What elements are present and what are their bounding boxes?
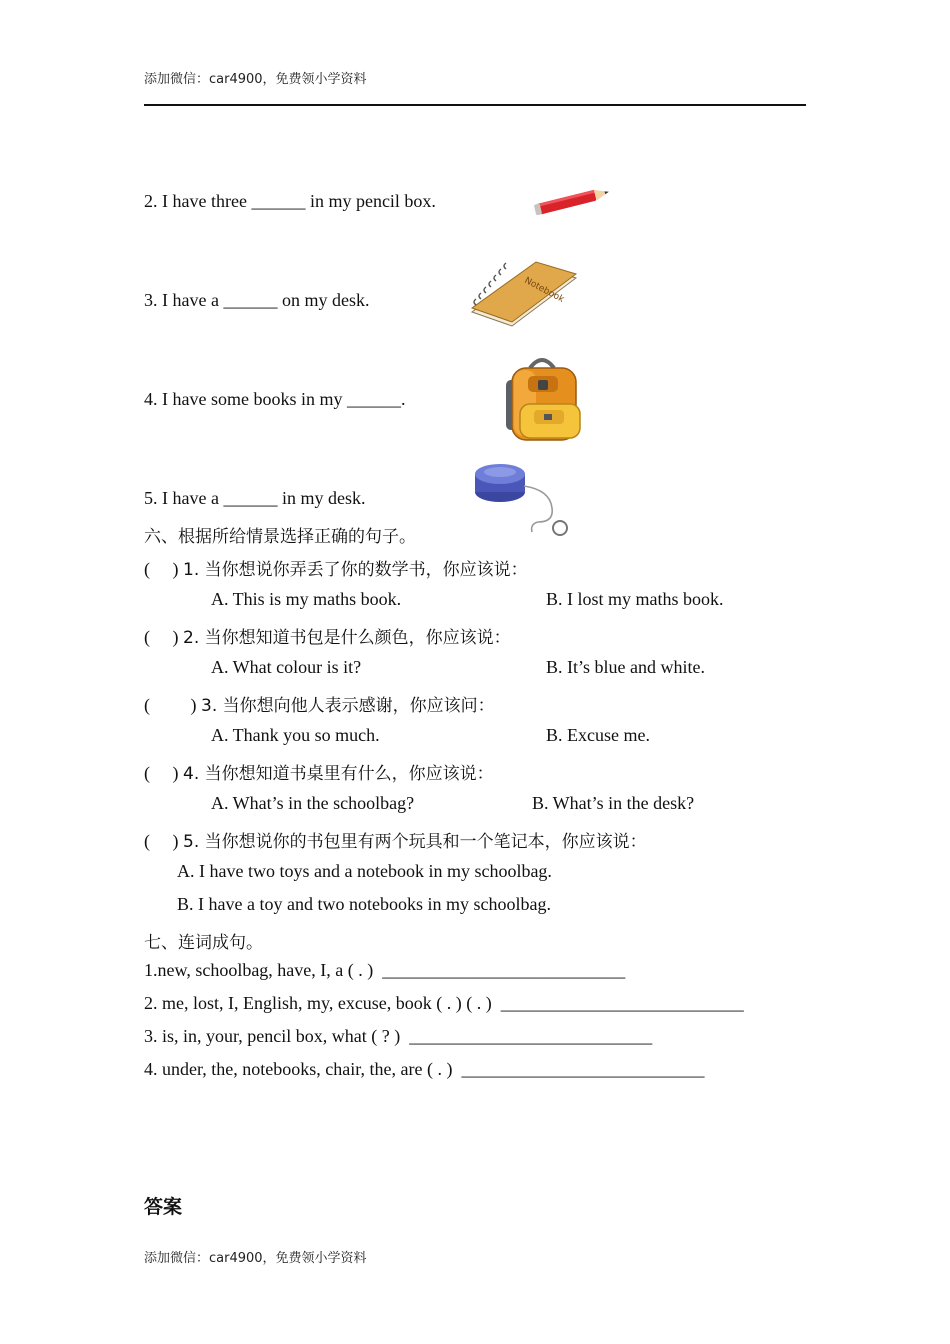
question-prompt: 1. 当你想说你弄丢了你的数学书，你应该说：: [183, 560, 528, 580]
question-3: [144, 691, 495, 716]
question-2: [144, 623, 511, 648]
section7-title: 七、连词成句。: [144, 933, 263, 953]
answer-blank[interactable]: ( ): [144, 695, 197, 715]
option-b[interactable]: B. It’s blue and white.: [546, 657, 705, 677]
reorder-sentence-2[interactable]: 2. me, lost, I, English, my, excuse, book ( . ) ( . ) ___________________________: [144, 993, 744, 1013]
option-b[interactable]: B. I have a toy and two notebooks in my schoolbag.: [177, 894, 551, 914]
option-b[interactable]: B. Excuse me.: [546, 725, 650, 745]
fill-in-sentence-2: 2. I have three ______ in my pencil box.: [144, 191, 436, 211]
answer-blank[interactable]: ( ): [144, 831, 179, 851]
question-prompt: 5. 当你想说你的书包里有两个玩具和一个笔记本，你应该说：: [183, 832, 647, 852]
yoyo-icon: [470, 460, 576, 540]
option-a[interactable]: A. Thank you so much.: [211, 725, 380, 745]
option-a[interactable]: A. What’s in the schoolbag?: [211, 793, 415, 813]
question-5: [144, 827, 647, 852]
question-1: [144, 555, 528, 580]
question-prompt: 2. 当你想知道书包是什么颜色，你应该说：: [183, 628, 511, 648]
question-prompt: 3. 当你想向他人表示感谢，你应该问：: [201, 696, 495, 716]
header-divider: [144, 104, 806, 106]
pencil-icon: [532, 184, 616, 218]
reorder-sentence-1[interactable]: 1.new, schoolbag, have, I, a ( . ) ___________________________: [144, 960, 626, 980]
notebook-icon: [466, 262, 580, 330]
page-footer: 添加微信：car4900，免费领小学资料: [144, 1251, 367, 1266]
option-a[interactable]: A. I have two toys and a notebook in my schoolbag.: [177, 861, 552, 881]
fill-in-sentence-4: 4. I have some books in my ______.: [144, 389, 406, 409]
option-a[interactable]: A. This is my maths book.: [211, 589, 402, 609]
answer-blank[interactable]: ( ): [144, 627, 179, 647]
question-prompt: 4. 当你想知道书桌里有什么，你应该说：: [183, 764, 494, 784]
answer-blank[interactable]: ( ): [144, 559, 179, 579]
schoolbag-icon: [500, 356, 584, 444]
page-header: 添加微信：car4900，免费领小学资料: [144, 72, 367, 87]
option-b[interactable]: B. I lost my maths book.: [546, 589, 724, 609]
reorder-sentence-3[interactable]: 3. is, in, your, pencil box, what ( ? ) ___________________________: [144, 1026, 653, 1046]
question-4: [144, 759, 494, 784]
reorder-sentence-4[interactable]: 4. under, the, notebooks, chair, the, are ( . ) ___________________________: [144, 1059, 705, 1079]
fill-in-sentence-3: 3. I have a ______ on my desk.: [144, 290, 370, 310]
answers-heading: 答案: [144, 1196, 183, 1218]
fill-in-sentence-5: 5. I have a ______ in my desk.: [144, 488, 366, 508]
option-a[interactable]: A. What colour is it?: [211, 657, 362, 677]
option-b[interactable]: B. What’s in the desk?: [532, 793, 695, 813]
answer-blank[interactable]: ( ): [144, 763, 179, 783]
notebook-cover-label: Notebook: [522, 275, 566, 305]
section6-title: 六、根据所给情景选择正确的句子。: [144, 527, 416, 547]
